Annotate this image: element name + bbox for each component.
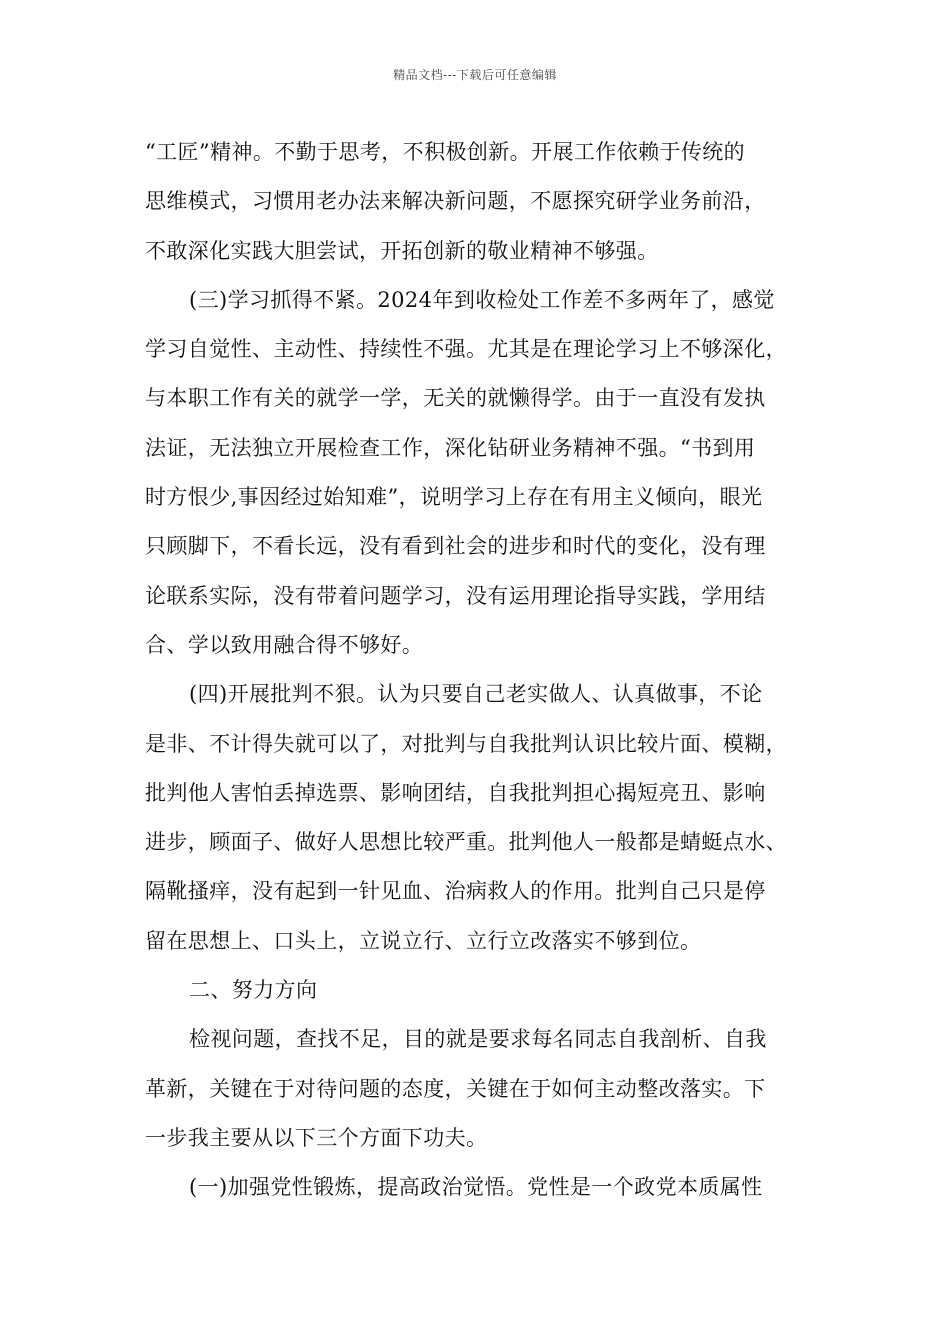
page-header: 精品文档---下载后可任意编辑 <box>393 68 557 82</box>
paragraph-start-line: 检视问题，查找不足，目的就是要求每名同志自我剖析、自我 <box>189 1027 767 1052</box>
text-line: 论联系实际，没有带着问题学习，没有运用理论指导实践，学用结 <box>145 583 766 608</box>
text-line: 是非、不计得失就可以了，对批判与自我批判认识比较片面、模糊， <box>145 731 787 756</box>
text-line: 时方恨少,事因经过始知难”，说明学习上存在有用主义倾向，眼光 <box>145 485 763 510</box>
paragraph-start-line: (三)学习抓得不紧。2024年到收检处工作差不多两年了，感觉 <box>189 287 775 312</box>
text-line: 革新，关键在于对待问题的态度，关键在于如何主动整改落实。下 <box>145 1076 766 1101</box>
text-line: 一步我主要从以下三个方面下功夫。 <box>145 1125 488 1150</box>
text-line: 隔靴搔痒，没有起到一针见血、治病救人的作用。批判自己只是停 <box>145 879 766 904</box>
text-line: 学习自觉性、主动性、持续性不强。尤其是在理论学习上不够深化， <box>145 337 787 362</box>
paragraph-start-line: (一)加强党性锻炼，提高政治觉悟。党性是一个政党本质属性 <box>189 1175 763 1200</box>
section-heading: 二、努力方向 <box>189 978 318 1003</box>
text-line: “工匠”精神。不勤于思考，不积极创新。开展工作依赖于传统的 <box>145 140 746 164</box>
text-line: 留在思想上、口头上，立说立行、立行立改落实不够到位。 <box>145 928 702 953</box>
document-body <box>145 128 813 1213</box>
text-line: 批判他人害怕丢掉选票、影响团结，自我批判担心揭短亮丑、影响 <box>145 780 766 805</box>
text-line: 与本职工作有关的就学一学，无关的就懒得学。由于一直没有发执 <box>145 386 766 411</box>
paragraph-start-line: (四)开展批判不狠。认为只要自己老实做人、认真做事，不论 <box>189 682 763 707</box>
text-line: 进步，顾面子、做好人思想比较严重。批判他人一般都是蜻蜓点水、 <box>145 830 787 855</box>
text-line: 只顾脚下，不看长远，没有看到社会的进步和时代的变化，没有理 <box>145 534 766 559</box>
text-line: 合、学以致用融合得不够好。 <box>145 632 424 657</box>
text-line: 不敢深化实践大胆尝试，开拓创新的敬业精神不够强。 <box>145 238 659 263</box>
text-line: 法证，无法独立开展检查工作，深化钻研业务精神不强。“书到用 <box>145 435 756 460</box>
text-line: 思维模式，习惯用老办法来解决新问题，不愿探究研学业务前沿， <box>145 189 766 214</box>
